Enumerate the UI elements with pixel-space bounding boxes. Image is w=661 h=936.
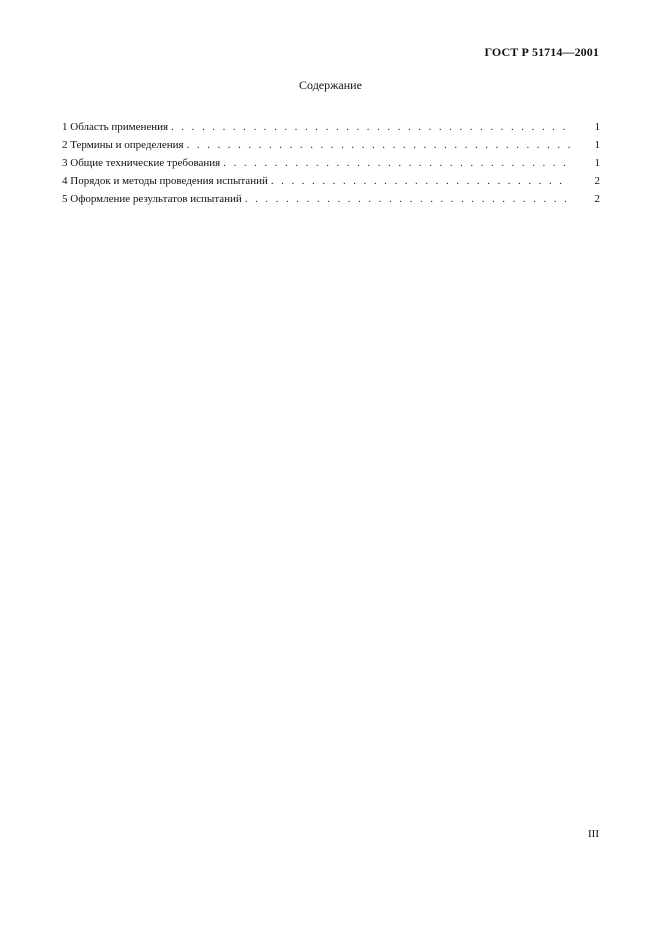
toc-entry-page: 1 [594, 139, 600, 151]
toc-dot-leader [245, 190, 570, 208]
toc-dot-leader [171, 118, 570, 136]
toc-entry-page: 2 [594, 193, 600, 205]
toc-entry-page: 1 [594, 157, 600, 169]
document-code-header: ГОСТ Р 51714—2001 [484, 45, 599, 59]
toc-entry [62, 172, 600, 190]
toc-entry-label: 3 Общие технические требования [62, 157, 221, 169]
toc-entry-page: 2 [594, 175, 600, 187]
toc-entry [62, 136, 600, 154]
toc-dot-leader [271, 172, 570, 190]
toc-entry [62, 118, 600, 136]
toc-entry-label: 1 Область применения [62, 121, 169, 133]
toc-list [62, 118, 600, 208]
toc-dot-leader [223, 154, 570, 172]
toc-title: Содержание [299, 78, 362, 92]
toc-entry [62, 154, 600, 172]
toc-entry-label: 2 Термины и определения [62, 139, 184, 151]
page-number: III [588, 828, 599, 840]
toc-entry-label: 4 Порядок и методы проведения испытаний [62, 175, 268, 187]
toc-dot-leader [187, 136, 570, 154]
toc-entry-page: 1 [594, 121, 600, 133]
toc-entry [62, 190, 600, 208]
toc-entry-label: 5 Оформление результатов испытаний [62, 193, 242, 205]
